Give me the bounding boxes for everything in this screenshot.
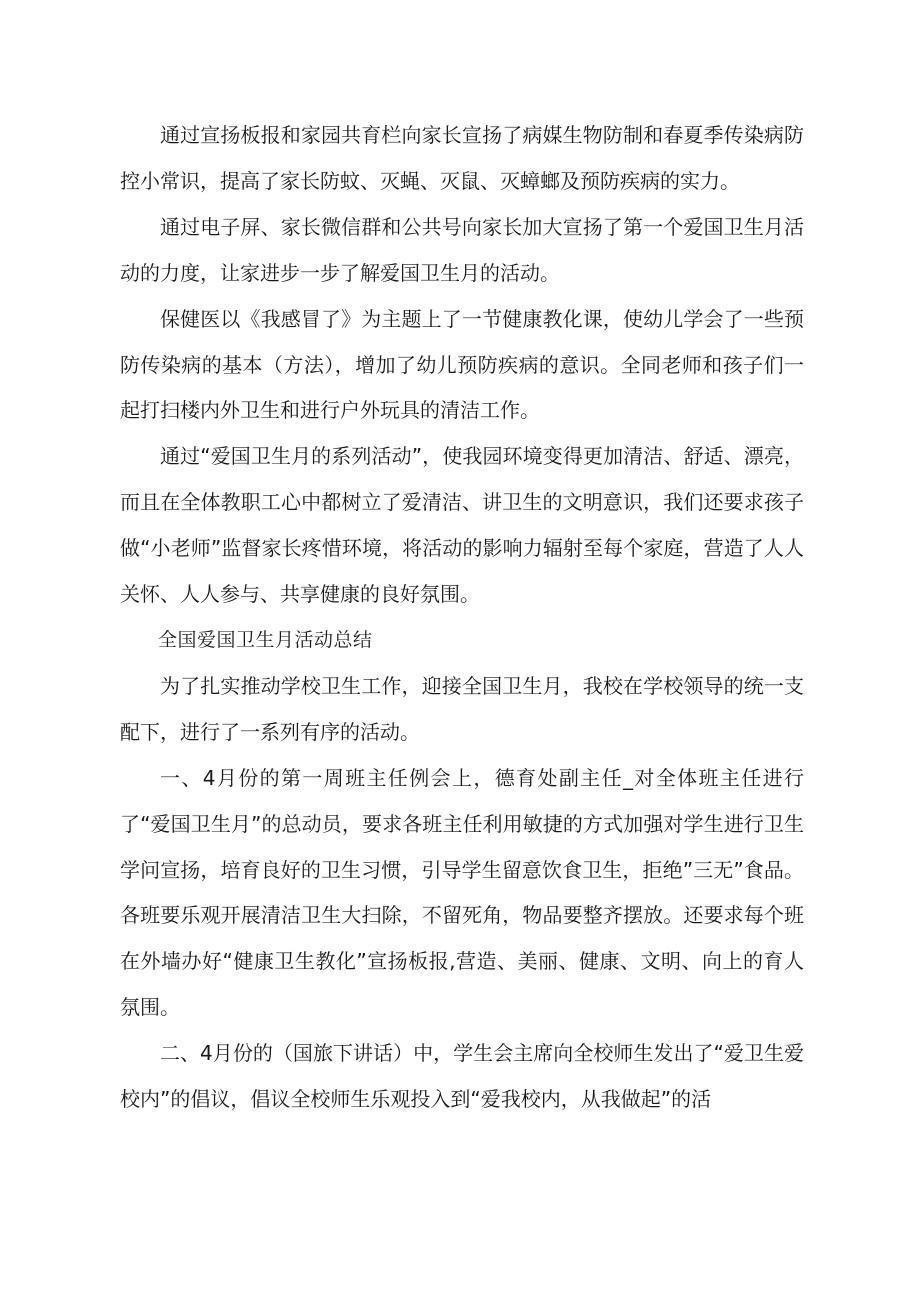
section-title: 全国爱国卫生月活动总结 bbox=[158, 628, 373, 651]
paragraph: 通过“爱国卫生月的系列活动”，使我园环境变得更加清洁、舒适、漂亮，而且在全体教职工心中都树立了爱清洁、讲卫生的文明意识，我们还要求孩子做“小老师”监督家长疼惜环境，将活动的影响力辐射至每个家庭，营造了人人关怀、人人参与、共享健康的良好氛围。 bbox=[120, 444, 804, 607]
paragraph: 保健医以《我感冒了》为主题上了一节健康教化课，使幼儿学会了一些预防传染病的基本（方法），增加了幼儿预防疾病的意识。全同老师和孩子们一起打扫楼内外卫生和进行户外玩具的清洁工作。 bbox=[120, 306, 804, 423]
paragraph: 一、4月份的第一周班主任例会上，德育处副主任_对全体班主任进行了“爱国卫生月”的总动员，要求各班主任利用敏捷的方式加强对学生进行卫生学问宣扬，培育良好的卫生习惯，引导学生留意饮食卫生，拒绝”三无”食品。各班要乐观开展清洁卫生大扫除，不留死角，物品要整齐摆放。还要求每个班在外墙办好“健康卫生教化”宣扬板报,营造、美丽、健康、文明、向上的育人氛围。 bbox=[120, 765, 804, 1020]
paragraph: 为了扎实推动学校卫生工作，迎接全国卫生月，我校在学校领导的统一支配下，进行了一系列有序的活动。 bbox=[120, 673, 804, 744]
paragraph: 二、4月份的（国旅下讲话）中，学生会主席向全校师生发出了“爱卫生爱校内”的倡议，倡议全校师生乐观投入到“爱我校内，从我做起”的活 bbox=[120, 1041, 804, 1112]
document-body bbox=[120, 113, 804, 1123]
paragraph: 通过电子屏、家长微信群和公共号向家长加大宣扬了第一个爱国卫生月活动的力度，让家进步一步了解爱国卫生月的活动。 bbox=[120, 214, 804, 285]
paragraph: 通过宣扬板报和家园共育栏向家长宣扬了病媒生物防制和春夏季传染病防控小常识，提高了家长防蚊、灭蝇、灭鼠、灭蟑螂及预防疾病的实力。 bbox=[120, 123, 804, 193]
